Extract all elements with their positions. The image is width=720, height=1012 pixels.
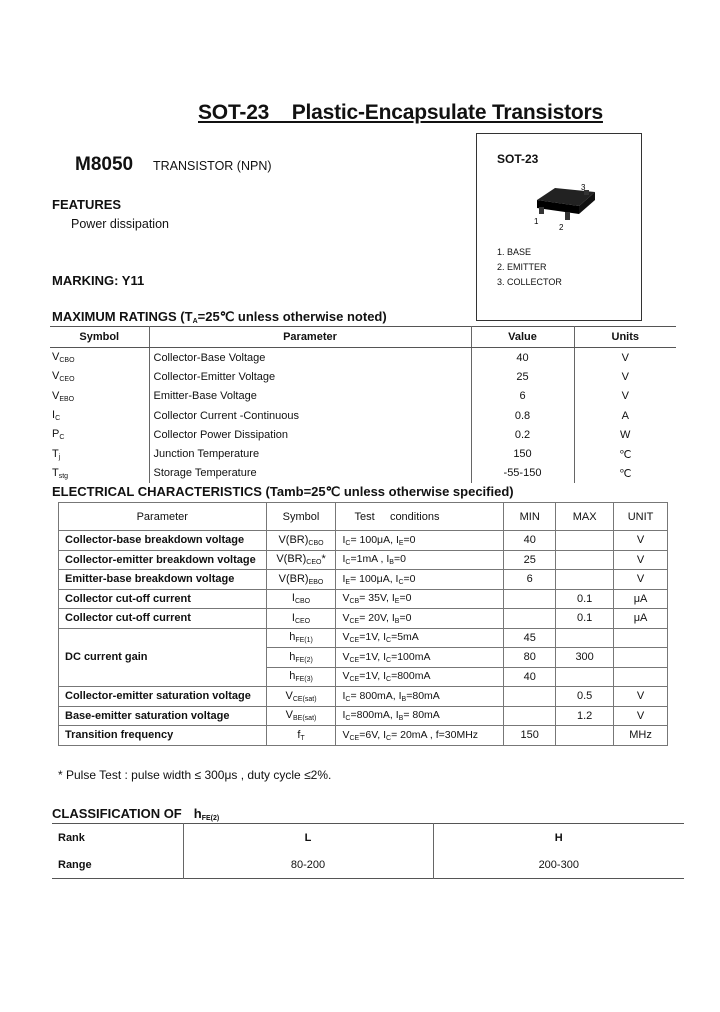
marking: MARKING: Y11: [52, 273, 145, 288]
header-symbol: Symbol: [266, 503, 336, 531]
table-row: [59, 687, 668, 707]
test-condition-cell: $V_{CE}=1V$, $I_C=5mA$: [336, 628, 504, 648]
parameter-cell: Storage Temperature: [149, 464, 471, 483]
table-row: [50, 444, 676, 463]
test-condition-cell: $I_E= 100\mu A$, $I_C=0$: [336, 570, 504, 590]
max-cell: 1.2: [556, 706, 614, 726]
pin-label: 3. COLLECTOR: [497, 277, 562, 287]
unit-cell: ℃: [574, 444, 676, 463]
test-condition-cell: $V_{CE}=1V$, $I_C=100mA$: [336, 648, 504, 668]
value-cell: 0.2: [471, 425, 574, 444]
features-heading: FEATURES: [52, 197, 122, 212]
parameter-cell: Collector-emitter saturation voltage: [59, 687, 267, 707]
min-cell: 45: [504, 628, 556, 648]
unit-cell: V: [614, 531, 668, 551]
unit-cell: V: [574, 387, 676, 406]
symbol-cell: $V_{CBO}$: [52, 351, 75, 365]
table-header-row: [50, 327, 676, 348]
part-number: M8050: [75, 154, 134, 175]
page-title: SOT-23 Plastic-Encapsulate Transistors: [198, 101, 603, 124]
symbol-cell: $V_{CE(sat)}$: [266, 687, 336, 707]
pin-label: 1. BASE: [497, 247, 532, 257]
unit-cell: μA: [614, 609, 668, 629]
max-cell: 0.5: [556, 687, 614, 707]
min-cell: 25: [504, 550, 556, 570]
unit-cell: V: [614, 706, 668, 726]
header-symbol: Symbol: [50, 327, 149, 348]
unit-cell: V: [614, 687, 668, 707]
symbol-cell: $V(BR)_{CEO}*$: [266, 550, 336, 570]
max-cell: 0.1: [556, 609, 614, 629]
table-row: [50, 348, 676, 368]
table-row: [50, 406, 676, 425]
min-cell: [504, 687, 556, 707]
table-row: [50, 367, 676, 386]
table-row: [59, 609, 668, 629]
part-type: TRANSISTOR (NPN): [153, 159, 272, 173]
value-cell: 150: [471, 444, 574, 463]
unit-cell: [614, 628, 668, 648]
table-row: [59, 550, 668, 570]
symbol-cell: $f_T$: [266, 726, 336, 746]
header-parameter: Parameter: [59, 503, 267, 531]
unit-cell: μA: [614, 589, 668, 609]
range-l: 80-200: [183, 851, 433, 879]
parameter-cell: Collector-Base Voltage: [149, 348, 471, 368]
max-cell: [556, 570, 614, 590]
pin-label: 2. EMITTER: [497, 262, 547, 272]
package-box: [476, 133, 642, 321]
unit-cell: A: [574, 406, 676, 425]
symbol-cell: $V_{BE(sat)}$: [266, 706, 336, 726]
value-cell: 25: [471, 367, 574, 386]
parameter-cell: Collector-Emitter Voltage: [149, 367, 471, 386]
parameter-cell: Base-emitter saturation voltage: [59, 706, 267, 726]
min-cell: 40: [504, 531, 556, 551]
symbol-cell: $h_{FE(2)}$: [266, 648, 336, 668]
header-unit: UNIT: [614, 503, 668, 531]
min-cell: 40: [504, 667, 556, 687]
test-condition-cell: $I_C= 100\mu A$, $I_E=0$: [336, 531, 504, 551]
parameter-cell: Collector-base breakdown voltage: [59, 531, 267, 551]
symbol-cell: $I_C$: [52, 409, 61, 423]
symbol-cell: $V_{EBO}$: [52, 389, 75, 403]
electrical-heading: ELECTRICAL CHARACTERISTICS (Tamb=25℃ unless otherwise specified): [52, 484, 514, 499]
table-header-row: [59, 503, 668, 531]
parameter-cell: Transition frequency: [59, 726, 267, 746]
pin-number-1: 1: [534, 217, 539, 226]
header-parameter: Parameter: [149, 327, 471, 348]
parameter-cell: Emitter-base breakdown voltage: [59, 570, 267, 590]
rank-label: Rank: [58, 831, 85, 844]
header-test-conditions: Test conditions: [336, 503, 504, 531]
table-row: [50, 387, 676, 406]
parameter-cell: Emitter-Base Voltage: [149, 387, 471, 406]
unit-cell: V: [574, 348, 676, 368]
symbol-cell: $V(BR)_{CBO}$: [266, 531, 336, 551]
unit-cell: V: [574, 367, 676, 386]
table-row: [59, 570, 668, 590]
value-cell: 6: [471, 387, 574, 406]
electrical-characteristics-table: [58, 502, 668, 746]
parameter-cell: Collector Current -Continuous: [149, 406, 471, 425]
symbol-cell: $I_{CEO}$: [266, 609, 336, 629]
min-cell: [504, 706, 556, 726]
symbol-cell: $I_{CBO}$: [266, 589, 336, 609]
test-condition-cell: $V_{CE}= 20V$, $I_B=0$: [336, 609, 504, 629]
rank-l: L: [183, 824, 433, 852]
max-cell: [556, 531, 614, 551]
unit-cell: MHz: [614, 726, 668, 746]
symbol-cell: $P_C$: [52, 428, 65, 442]
rank-row: [52, 824, 684, 852]
rank-h: H: [433, 824, 684, 852]
value-cell: 40: [471, 348, 574, 368]
table-row: [59, 531, 668, 551]
min-cell: [504, 609, 556, 629]
max-cell: [556, 628, 614, 648]
test-condition-cell: $V_{CB}= 35V$, $I_E=0$: [336, 589, 504, 609]
max-cell: 0.1: [556, 589, 614, 609]
package-title: SOT-23: [497, 152, 539, 166]
header-min: MIN: [504, 503, 556, 531]
pin-number-3: 3: [581, 183, 586, 192]
max-ratings-table: [50, 326, 676, 483]
classification-table: [52, 823, 684, 879]
symbol-cell: $T_j$: [52, 447, 61, 461]
min-cell: 80: [504, 648, 556, 668]
symbol-cell: $T_{stg}$: [52, 466, 69, 480]
max-ratings-heading: MAXIMUM RATINGS ($T_A=25℃$ unless otherwise noted): [52, 309, 387, 325]
value-cell: -55-150: [471, 464, 574, 483]
parameter-cell: Junction Temperature: [149, 444, 471, 463]
test-condition-cell: $I_C= 800mA$, $I_B=80mA$: [336, 687, 504, 707]
range-label: Range: [58, 858, 92, 871]
min-cell: 6: [504, 570, 556, 590]
max-cell: 300: [556, 648, 614, 668]
max-cell: [556, 726, 614, 746]
header-units: Units: [574, 327, 676, 348]
parameter-cell: Collector cut-off current: [59, 609, 267, 629]
pulse-test-note: * Pulse Test : pulse width ≤ 300μs , duty cycle ≤2%.: [58, 768, 332, 782]
classification-heading: CLASSIFICATION OF $h_{FE(2)}$: [52, 806, 220, 822]
unit-cell: W: [574, 425, 676, 444]
test-condition-cell: $V_{CE}=1V$, $I_C=800mA$: [336, 667, 504, 687]
symbol-cell: $h_{FE(3)}$: [266, 667, 336, 687]
unit-cell: V: [614, 550, 668, 570]
sot23-package-image: [527, 178, 607, 236]
header-value: Value: [471, 327, 574, 348]
max-cell: [556, 550, 614, 570]
unit-cell: [614, 667, 668, 687]
table-row: [59, 628, 668, 648]
test-condition-cell: $I_C=1mA$ , $I_B=0$: [336, 550, 504, 570]
range-row: [52, 851, 684, 879]
unit-cell: [614, 648, 668, 668]
parameter-cell: DC current gain: [59, 628, 267, 687]
table-row: [50, 425, 676, 444]
table-row: [59, 706, 668, 726]
test-condition-cell: $V_{CE}=6V$, $I_C= 20mA$ , f=30MHz: [336, 726, 504, 746]
pin-number-2: 2: [559, 223, 564, 232]
table-row: [59, 589, 668, 609]
symbol-cell: $V_{CEO}$: [52, 370, 75, 384]
range-h: 200-300: [433, 851, 684, 879]
symbol-cell: $V(BR)_{EBO}$: [266, 570, 336, 590]
min-cell: [504, 589, 556, 609]
table-row: [50, 464, 676, 483]
header-max: MAX: [556, 503, 614, 531]
symbol-cell: $h_{FE(1)}$: [266, 628, 336, 648]
parameter-cell: Collector cut-off current: [59, 589, 267, 609]
feature-item: Power dissipation: [71, 217, 169, 231]
parameter-cell: Collector Power Dissipation: [149, 425, 471, 444]
min-cell: 150: [504, 726, 556, 746]
table-row: [59, 726, 668, 746]
unit-cell: ℃: [574, 464, 676, 483]
test-condition-cell: $I_C=800mA$, $I_B= 80mA$: [336, 706, 504, 726]
unit-cell: V: [614, 570, 668, 590]
max-cell: [556, 667, 614, 687]
value-cell: 0.8: [471, 406, 574, 425]
parameter-cell: Collector-emitter breakdown voltage: [59, 550, 267, 570]
